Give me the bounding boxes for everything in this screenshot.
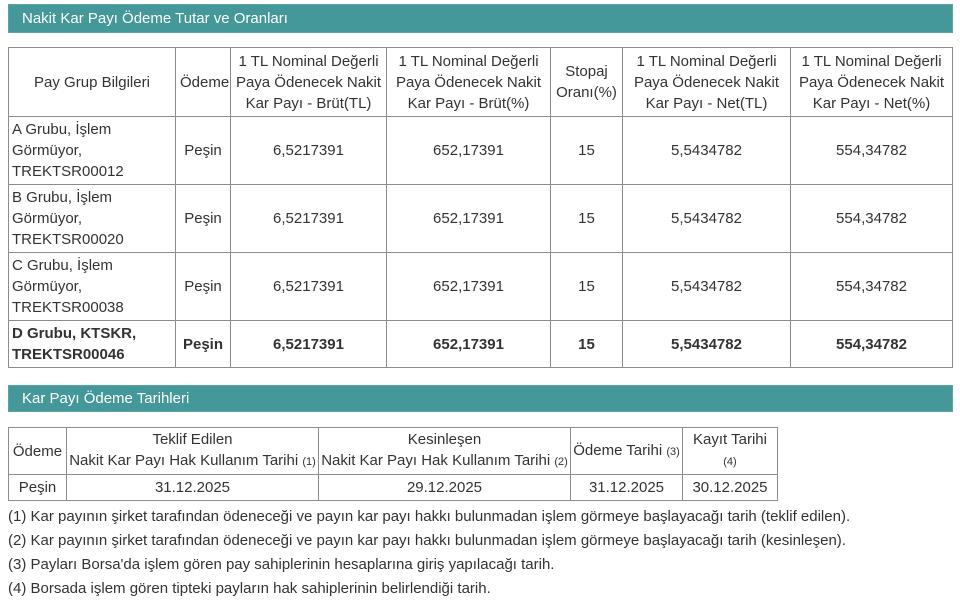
gross-pct-cell: 652,17391	[387, 185, 551, 253]
gross-pct-cell: 652,17391	[387, 117, 551, 185]
payment-dates-table	[8, 427, 778, 501]
column-header-withholding: Stopaj Oranı(%)	[551, 48, 623, 117]
table-row-group-d	[9, 321, 953, 368]
column-header-final-date	[319, 428, 571, 475]
pay-group-cell: C Grubu, İşlem Görmüyor, TREKTSR00038	[9, 253, 176, 321]
column-header-payment: Ödeme	[9, 428, 67, 475]
net-pct-cell: 554,34782	[791, 253, 953, 321]
gross-tl-cell: 6,5217391	[231, 321, 387, 368]
net-tl-cell: 5,5434782	[623, 321, 791, 368]
column-header-record-date: Kayıt Tarihi (4)	[683, 428, 778, 475]
withholding-cell: 15	[551, 117, 623, 185]
gross-tl-cell: 6,5217391	[231, 117, 387, 185]
table-row-group-c	[9, 253, 953, 321]
dates-row	[9, 475, 778, 501]
pay-group-cell: A Grubu, İşlem Görmüyor, TREKTSR00012	[9, 117, 176, 185]
payment-type-cell: Peşin	[176, 321, 231, 368]
net-pct-cell: 554,34782	[791, 185, 953, 253]
proposed-date-line1: Teklif Edilen	[152, 431, 233, 448]
section-title: Kar Payı Ödeme Tarihleri	[22, 390, 190, 407]
withholding-cell: 15	[551, 185, 623, 253]
pay-group-cell: B Grubu, İşlem Görmüyor, TREKTSR00020	[9, 185, 176, 253]
table-header-row	[9, 428, 778, 475]
gross-tl-cell: 6,5217391	[231, 185, 387, 253]
footnote-ref-4: (4)	[723, 456, 737, 468]
net-pct-cell: 554,34782	[791, 321, 953, 368]
gross-pct-cell: 652,17391	[387, 321, 551, 368]
column-header-gross-pct: 1 TL Nominal Değerli Paya Ödenecek Nakit Kar Payı - Brüt(%)	[387, 48, 551, 117]
column-header-gross-tl: 1 TL Nominal Değerli Paya Ödenecek Nakit Kar Payı - Brüt(TL)	[231, 48, 387, 117]
final-date-line2: Nakit Kar Payı Hak Kullanım Tarihi (2)	[321, 452, 568, 469]
section-title: Nakit Kar Payı Ödeme Tutar ve Oranları	[22, 10, 288, 27]
payment-date-cell: 31.12.2025	[571, 475, 683, 501]
footnote-2: (2) Kar payının şirket tarafından ödeneceği ve payın kar payı hakkı bulunmadan işlem görmeye başlayacağı tarih (kesinleşen).	[8, 532, 846, 549]
withholding-cell: 15	[551, 253, 623, 321]
footnote-1: (1) Kar payının şirket tarafından ödeneceği ve payın kar payı hakkı bulunmadan işlem görmeye başlayacağı tarih (teklif edilen).	[8, 508, 851, 525]
section-header-payment-amounts	[8, 4, 953, 33]
column-header-payment: Ödeme	[176, 48, 231, 117]
column-header-proposed-date	[67, 428, 319, 475]
proposed-date-line2: Nakit Kar Payı Hak Kullanım Tarihi (1)	[69, 452, 316, 469]
table-row-group-a	[9, 117, 953, 185]
gross-pct-cell: 652,17391	[387, 253, 551, 321]
net-tl-cell: 5,5434782	[623, 253, 791, 321]
final-date-line1: Kesinleşen	[407, 431, 482, 448]
footnote-4: (4) Borsada işlem gören tipteki payların hak sahiplerinin belirlendiği tarih.	[8, 580, 491, 597]
gross-tl-cell: 6,5217391	[231, 253, 387, 321]
footnote-3: (3) Payları Borsa'da işlem gören pay sahiplerinin hesaplarına giriş yapılacağı tarih.	[8, 556, 555, 573]
payment-type-cell: Peşin	[176, 185, 231, 253]
column-header-net-pct: 1 TL Nominal Değerli Paya Ödenecek Nakit Kar Payı - Net(%)	[791, 48, 953, 117]
footnote-ref-1: (1)	[302, 456, 316, 468]
table-header-row	[9, 48, 953, 117]
payment-amounts-table	[8, 47, 953, 368]
final-date-cell: 29.12.2025	[319, 475, 571, 501]
footnotes-section	[8, 505, 960, 601]
footnote-ref-2: (2)	[554, 456, 568, 468]
footnote-ref-3: (3)	[666, 445, 680, 458]
proposed-date-cell: 31.12.2025	[67, 475, 319, 501]
section-header-payment-dates	[8, 385, 953, 412]
column-header-net-tl: 1 TL Nominal Değerli Paya Ödenecek Nakit Kar Payı - Net(TL)	[623, 48, 791, 117]
column-header-pay-group: Pay Grup Bilgileri	[9, 48, 176, 117]
payment-type-cell: Peşin	[176, 117, 231, 185]
payment-type-cell: Peşin	[176, 253, 231, 321]
net-tl-cell: 5,5434782	[623, 117, 791, 185]
record-date-cell: 30.12.2025	[683, 475, 778, 501]
payment-type-cell: Peşin	[9, 475, 67, 501]
withholding-cell: 15	[551, 321, 623, 368]
net-tl-cell: 5,5434782	[623, 185, 791, 253]
net-pct-cell: 554,34782	[791, 117, 953, 185]
table-row-group-b	[9, 185, 953, 253]
pay-group-cell: D Grubu, KTSKR, TREKTSR00046	[9, 321, 176, 368]
column-header-payment-date: Ödeme Tarihi (3)	[571, 428, 683, 475]
